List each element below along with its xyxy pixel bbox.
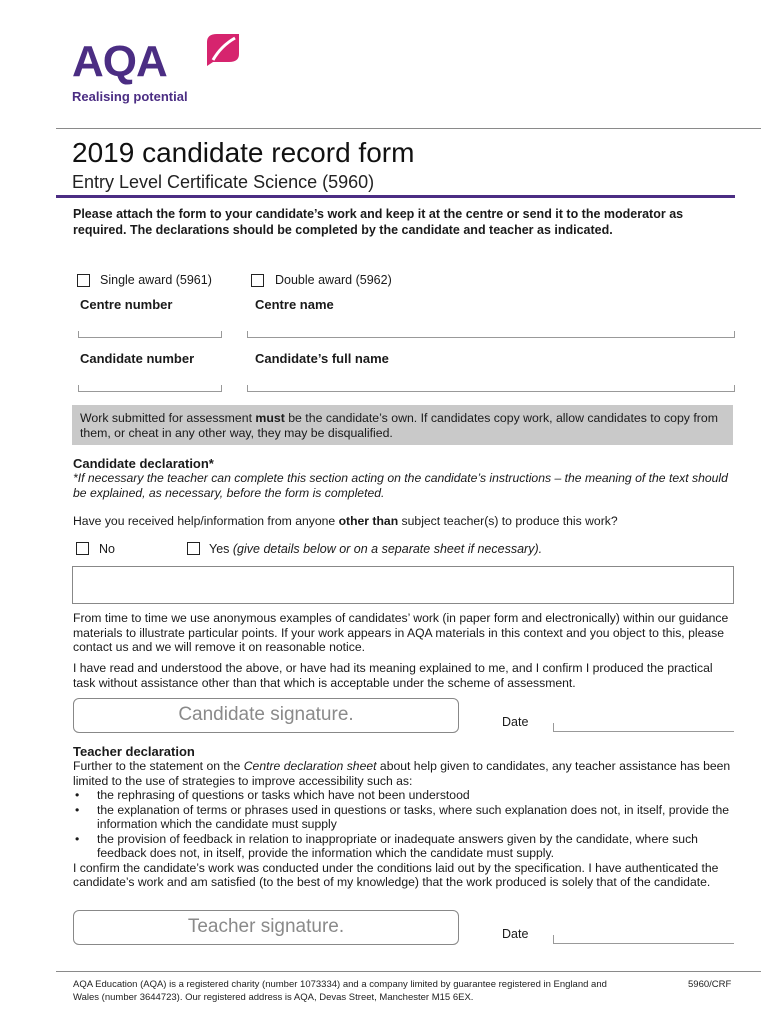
- teacher-declaration-heading: Teacher declaration: [73, 744, 195, 759]
- candidate-date-label: Date: [502, 715, 529, 729]
- footer-legal-text: AQA Education (AQA) is a registered charity (number 1073334) and a company limited by guarantee registered in England and Wales (number 3644723). Our registered address is AQA, Devas Street, Manchester M15 6EX.: [73, 979, 607, 1003]
- list-item: • the provision of feedback in relation to inappropriate or inadequate answers given by the candidate, where such feedback does not, in itself, provide the information which the candidate must supply.: [73, 832, 733, 861]
- help-no-checkbox[interactable]: [76, 542, 89, 555]
- notice-text: Work submitted for assessment must be the candidate’s own. If candidates copy work, allow candidates to copy from them, or cheat in any other way, they may be disqualified.: [80, 411, 718, 440]
- candidate-declaration-heading: Candidate declaration*: [73, 456, 214, 471]
- accessibility-strategies-list: [73, 788, 733, 861]
- candidate-signature-placeholder: Candidate signature.: [178, 704, 354, 725]
- help-yes-checkbox[interactable]: [187, 542, 200, 555]
- double-award-label: Double award (5962): [275, 273, 392, 287]
- teacher-date-field[interactable]: [553, 935, 734, 944]
- aqa-leaf-logo-icon: [203, 30, 241, 70]
- double-award-checkbox[interactable]: [251, 274, 264, 287]
- teacher-signature-box[interactable]: [73, 910, 459, 945]
- candidate-full-name-label: Candidate’s full name: [255, 351, 389, 366]
- anonymous-use-paragraph: From time to time we use anonymous examples of candidates’ work (in paper form and electronically) within our guidance materials to illustrate particular points. If your work appears in AQA materials in this context and you object to this, please contact us and we will remove it on reasonable notice.: [73, 611, 729, 654]
- single-award-checkbox[interactable]: [77, 274, 90, 287]
- centre-name-label: Centre name: [255, 297, 334, 312]
- candidate-number-label: Candidate number: [80, 351, 195, 366]
- help-question: Have you received help/information from anyone other than subject teacher(s) to produce this work?: [73, 514, 618, 528]
- aqa-logo-wordmark: AQA: [72, 37, 167, 86]
- teacher-declaration-body: [73, 759, 733, 890]
- centre-name-field[interactable]: [247, 331, 735, 338]
- candidate-signature-box[interactable]: [73, 698, 459, 733]
- intro-instructions: Please attach the form to your candidate’s work and keep it at the centre or send it to the moderator as required. The declarations should be completed by the candidate and teacher as indicated.: [73, 207, 684, 237]
- page-title: 2019 candidate record form: [72, 137, 415, 168]
- footer-divider: [56, 971, 761, 972]
- candidate-full-name-field[interactable]: [247, 385, 735, 392]
- candidate-confirmation-paragraph: I have read and understood the above, or have had its meaning explained to me, and I confirm I produced the practical task without assistance other than that which is acceptable under the scheme of assessment.: [73, 661, 713, 690]
- candidate-number-field[interactable]: [78, 385, 222, 392]
- help-details-textbox[interactable]: [72, 566, 734, 604]
- candidate-date-field[interactable]: [553, 723, 734, 732]
- logo-tagline: Realising potential: [72, 89, 188, 104]
- page-subtitle: Entry Level Certificate Science (5960): [72, 172, 375, 192]
- centre-number-label: Centre number: [80, 297, 173, 312]
- form-code: 5960/CRF: [688, 979, 732, 990]
- title-divider: [56, 195, 735, 198]
- teacher-signature-placeholder: Teacher signature.: [187, 916, 345, 937]
- list-item: • the explanation of terms or phrases used in questions or tasks, where such explanation does not, in itself, provide the information which the candidate must supply: [73, 803, 733, 832]
- teacher-declaration-lead: Further to the statement on the Centre declaration sheet about help given to candidates, any teacher assistance has been limited to the use of strategies to improve accessibility such as:: [73, 759, 731, 788]
- teacher-date-label: Date: [502, 927, 529, 941]
- teacher-confirmation-paragraph: I confirm the candidate’s work was conducted under the conditions laid out by the specification. I have authenticated the candidate’s work and am satisfied (to the best of my knowledge) that the work produced is solely that of the candidate.: [73, 860, 719, 889]
- help-no-label: No: [99, 542, 115, 556]
- candidate-declaration-note: *If necessary the teacher can complete this section acting on the candidate’s instructions – the meaning of the text should be explained, as necessary, before the form is completed.: [73, 471, 728, 500]
- centre-number-field[interactable]: [78, 331, 222, 338]
- header-divider: [56, 128, 761, 129]
- help-yes-label: Yes (give details below or on a separate sheet if necessary).: [209, 542, 543, 556]
- single-award-label: Single award (5961): [100, 273, 212, 287]
- list-item: • the rephrasing of questions or tasks which have not been understood: [73, 788, 733, 803]
